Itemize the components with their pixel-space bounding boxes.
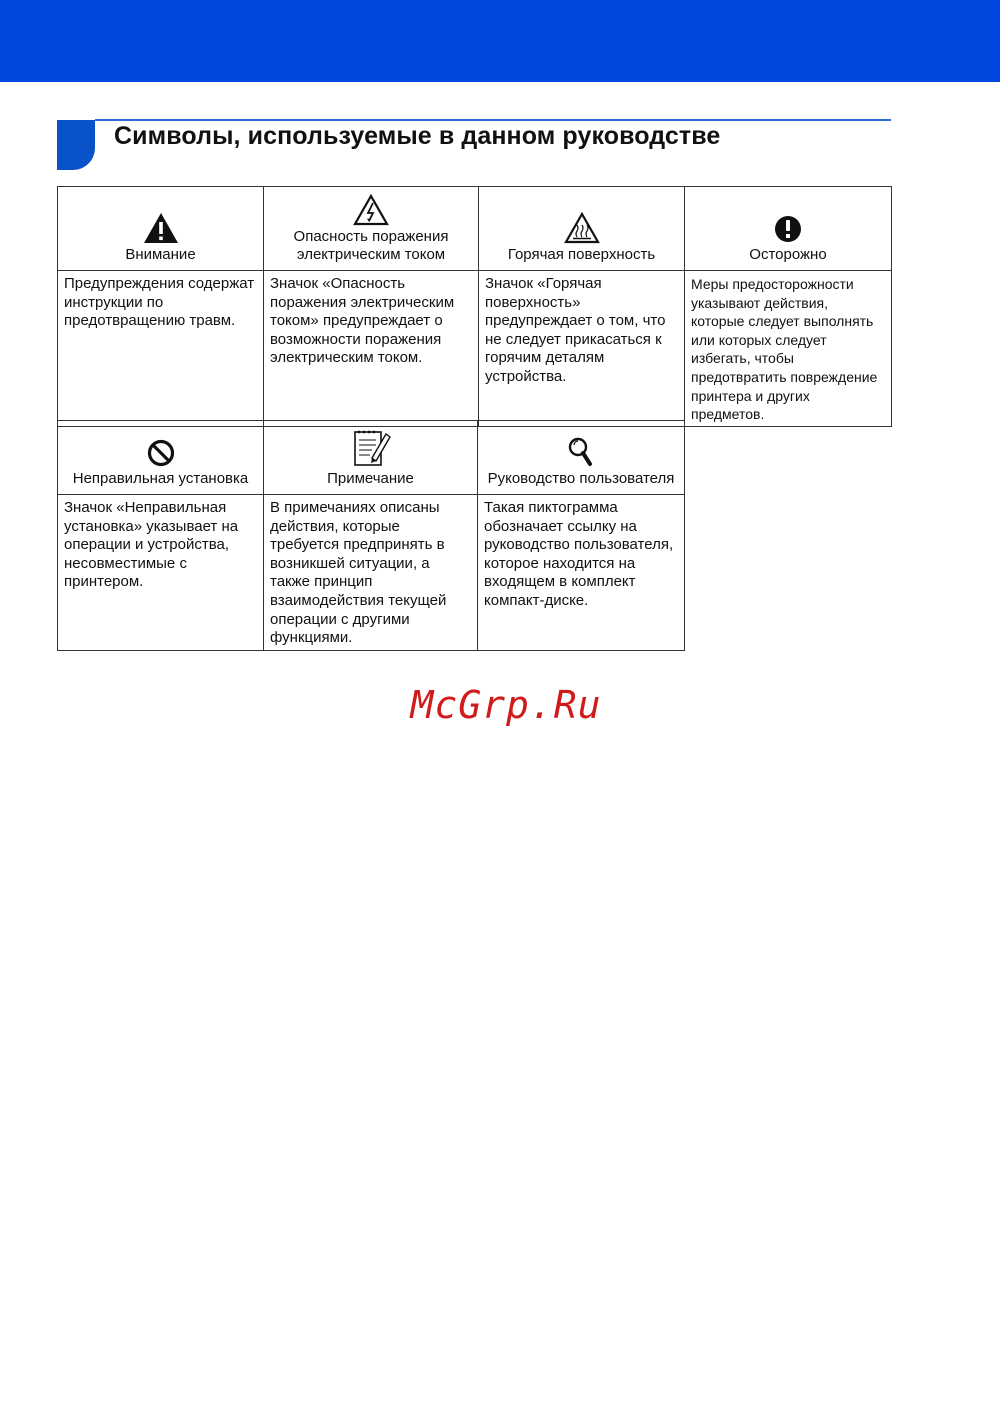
symbol-cell-electrical <box>264 187 479 271</box>
symbols-table-2 <box>57 420 685 651</box>
symbol-desc-userguide: Такая пиктограмма обозначает ссылку на руководство пользователя, которое находится на входящем в комплект компакт-диске. <box>478 495 685 651</box>
magnifier-icon <box>566 436 596 468</box>
symbol-cell-caution <box>685 187 892 271</box>
section-title: Символы, используемые в данном руководстве <box>114 122 721 150</box>
symbol-label-electrical: Опасность поражения электрическим током <box>293 228 449 263</box>
symbol-desc-warning: Предупреждения содержат инструкции по предотвращению травм. <box>58 271 264 427</box>
symbol-label-userguide: Руководство пользователя <box>487 470 675 487</box>
watermark: McGrp.Ru <box>410 683 602 727</box>
symbol-label-note: Примечание <box>327 470 414 487</box>
symbol-label-caution: Осторожно <box>749 246 827 263</box>
symbol-desc-note: В примечаниях описаны действия, которые требуется предпринять в возникшей ситуации, а также принцип взаимодействия текущей операции с другими функциями. <box>264 495 478 651</box>
hot-surface-icon <box>564 212 600 244</box>
symbol-label-improper: Неправильная установка <box>72 470 249 487</box>
symbol-cell-warning <box>58 187 264 271</box>
electrical-hazard-icon <box>353 194 389 226</box>
symbol-cell-note <box>264 421 478 495</box>
section-rule <box>95 119 891 121</box>
symbol-label-warning: Внимание <box>125 246 196 263</box>
symbol-cell-userguide <box>478 421 685 495</box>
symbol-desc-electrical: Значок «Опасность поражения электрическим током» предупреждает о возможности поражения электрическим током. <box>264 271 479 427</box>
symbol-label-hot: Горячая поверхность <box>507 246 656 263</box>
prohibited-icon <box>146 438 176 468</box>
warning-triangle-icon <box>143 212 179 244</box>
symbol-desc-hot: Значок «Горячая поверхность» предупреждает о том, что не следует прикасаться к горячим деталям устройства. <box>479 271 685 427</box>
note-pencil-icon <box>350 428 392 468</box>
symbols-table-1 <box>57 186 892 427</box>
symbol-desc-caution: Меры предосторожности указывают действия, которые следует выполнять или которых следует избегать, чтобы предотвратить повреждение принтера и других предметов. <box>685 271 892 427</box>
symbol-desc-improper: Значок «Неправильная установка» указывает на операции и устройства, несовместимые с принтером. <box>58 495 264 651</box>
symbol-cell-hot <box>479 187 685 271</box>
section-marker <box>57 120 95 170</box>
symbol-cell-improper <box>58 421 264 495</box>
top-color-bar <box>0 0 1000 82</box>
caution-exclamation-icon <box>773 214 803 244</box>
